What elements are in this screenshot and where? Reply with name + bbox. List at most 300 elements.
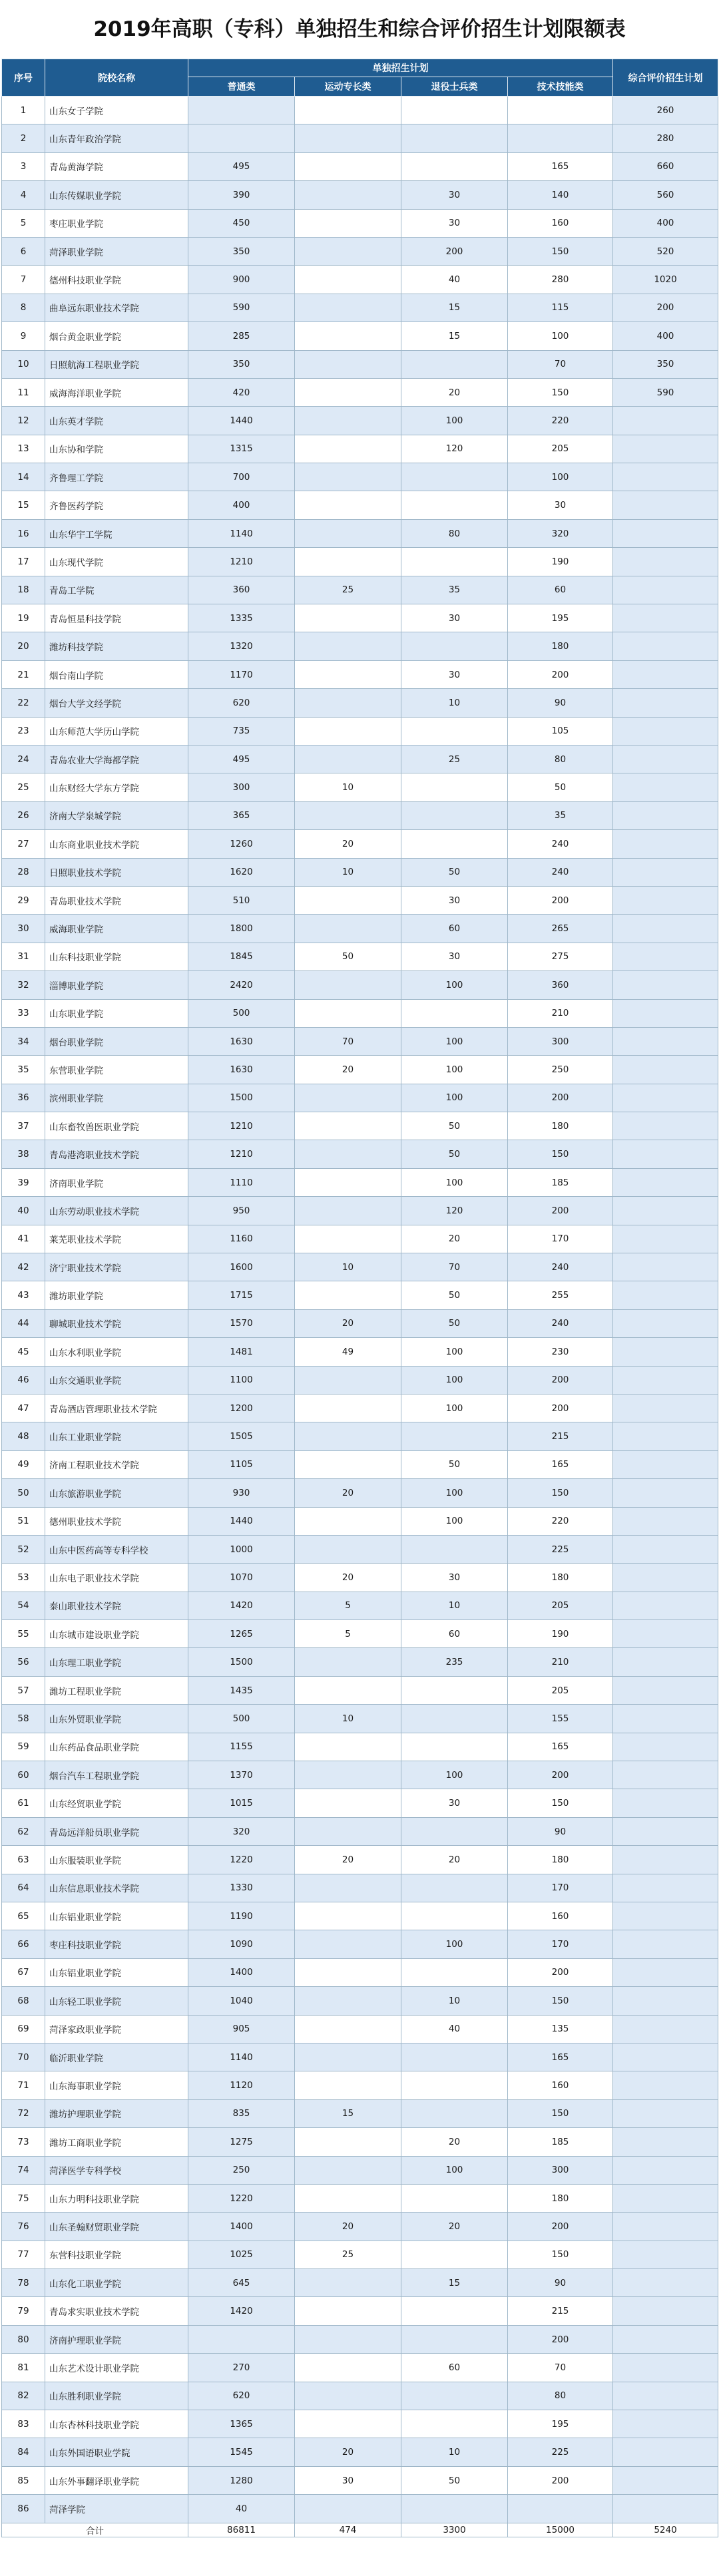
cell-skill: 230 <box>508 1338 613 1366</box>
cell-regular: 1140 <box>188 2043 295 2071</box>
cell-sports <box>295 1789 401 1817</box>
cell-school: 山东水利职业学院 <box>45 1338 188 1366</box>
table-row <box>2 1535 718 1563</box>
cell-sports <box>295 378 401 406</box>
cell-sports: 20 <box>295 2438 401 2466</box>
cell-veteran: 50 <box>401 1140 508 1168</box>
cell-seq: 14 <box>2 463 45 491</box>
cell-seq: 15 <box>2 491 45 519</box>
cell-sports <box>295 152 401 180</box>
cell-sports <box>295 632 401 660</box>
cell-regular: 1365 <box>188 2410 295 2438</box>
cell-veteran <box>401 830 508 858</box>
cell-sports <box>295 604 401 632</box>
table-row <box>2 2071 718 2099</box>
cell-regular: 735 <box>188 717 295 745</box>
table-row <box>2 689 718 717</box>
cell-skill: 70 <box>508 350 613 378</box>
cell-sports <box>295 2297 401 2325</box>
cell-skill: 150 <box>508 2099 613 2127</box>
cell-seq: 70 <box>2 2043 45 2071</box>
table-row <box>2 1338 718 1366</box>
cell-sports <box>295 294 401 322</box>
cell-veteran: 25 <box>401 745 508 773</box>
cell-sports <box>295 801 401 829</box>
cell-comprehensive <box>613 1648 718 1676</box>
cell-regular: 390 <box>188 181 295 209</box>
cell-school: 山东理工职业学院 <box>45 1648 188 1676</box>
cell-veteran <box>401 2382 508 2410</box>
cell-veteran: 100 <box>401 1507 508 1535</box>
cell-school: 济南护理职业学院 <box>45 2325 188 2353</box>
cell-regular: 1200 <box>188 1394 295 1422</box>
cell-seq: 85 <box>2 2466 45 2494</box>
cell-sports <box>295 266 401 294</box>
cell-veteran: 15 <box>401 2269 508 2297</box>
cell-sports <box>295 1987 401 2015</box>
cell-comprehensive <box>613 632 718 660</box>
cell-regular <box>188 124 295 152</box>
cell-comprehensive <box>613 1168 718 1196</box>
cell-comprehensive <box>613 2325 718 2353</box>
cell-school: 东营科技职业学院 <box>45 2241 188 2268</box>
cell-seq: 44 <box>2 1309 45 1337</box>
cell-veteran <box>401 632 508 660</box>
cell-sports <box>295 1281 401 1309</box>
cell-school: 东营职业学院 <box>45 1056 188 1084</box>
cell-regular: 900 <box>188 266 295 294</box>
cell-seq: 16 <box>2 519 45 547</box>
cell-seq: 20 <box>2 632 45 660</box>
cell-skill: 170 <box>508 1225 613 1253</box>
cell-sports <box>295 2410 401 2438</box>
cell-regular: 1265 <box>188 1620 295 1648</box>
cell-regular: 835 <box>188 2099 295 2127</box>
cell-regular: 495 <box>188 152 295 180</box>
table-row <box>2 2128 718 2156</box>
cell-school: 烟台黄金职业学院 <box>45 322 188 350</box>
table-row <box>2 2382 718 2410</box>
cell-skill <box>508 2495 613 2523</box>
table-row <box>2 1140 718 1168</box>
cell-regular: 950 <box>188 1197 295 1225</box>
cell-seq: 67 <box>2 1958 45 1986</box>
cell-veteran <box>401 124 508 152</box>
cell-sports <box>295 1450 401 1478</box>
cell-school: 山东传媒职业学院 <box>45 181 188 209</box>
cell-seq: 1 <box>2 97 45 124</box>
cell-school: 曲阜远东职业技术学院 <box>45 294 188 322</box>
cell-school: 烟台汽车工程职业学院 <box>45 1761 188 1789</box>
table-row <box>2 1253 718 1281</box>
cell-comprehensive <box>613 1112 718 1140</box>
table-row <box>2 858 718 886</box>
cell-school: 山东交通职业学院 <box>45 1366 188 1394</box>
cell-veteran: 50 <box>401 1281 508 1309</box>
cell-sports: 20 <box>295 1479 401 1507</box>
cell-comprehensive <box>613 1084 718 1112</box>
cell-school: 山东外国语职业学院 <box>45 2438 188 2466</box>
cell-comprehensive <box>613 1197 718 1225</box>
cell-sports <box>295 886 401 914</box>
cell-school: 山东电子职业技术学院 <box>45 1564 188 1592</box>
cell-skill: 60 <box>508 576 613 604</box>
table-row <box>2 2015 718 2043</box>
cell-skill: 160 <box>508 2071 613 2099</box>
cell-seq: 48 <box>2 1422 45 1450</box>
cell-skill: 150 <box>508 237 613 265</box>
cell-comprehensive <box>613 1620 718 1648</box>
table-row <box>2 1846 718 1874</box>
cell-skill: 195 <box>508 604 613 632</box>
cell-sports <box>295 1676 401 1704</box>
cell-skill: 150 <box>508 1479 613 1507</box>
cell-seq: 36 <box>2 1084 45 1112</box>
cell-seq: 25 <box>2 773 45 801</box>
cell-skill: 150 <box>508 2241 613 2268</box>
cell-regular: 1220 <box>188 1846 295 1874</box>
table-row <box>2 2269 718 2297</box>
cell-skill: 275 <box>508 943 613 970</box>
cell-school: 滨州职业学院 <box>45 1084 188 1112</box>
cell-skill: 160 <box>508 209 613 237</box>
cell-skill: 220 <box>508 1507 613 1535</box>
cell-comprehensive <box>613 1930 718 1958</box>
cell-veteran: 50 <box>401 1309 508 1337</box>
cell-regular <box>188 2325 295 2353</box>
cell-school: 山东劳动职业技术学院 <box>45 1197 188 1225</box>
cell-regular: 500 <box>188 1705 295 1733</box>
table-row <box>2 943 718 970</box>
cell-skill: 180 <box>508 2184 613 2212</box>
cell-skill: 100 <box>508 322 613 350</box>
cell-seq: 68 <box>2 1987 45 2015</box>
table-row <box>2 378 718 406</box>
cell-skill: 205 <box>508 435 613 463</box>
cell-veteran: 20 <box>401 2128 508 2156</box>
cell-sports <box>295 463 401 491</box>
cell-sports: 20 <box>295 2213 401 2241</box>
cell-seq: 69 <box>2 2015 45 2043</box>
cell-regular: 495 <box>188 745 295 773</box>
table-row <box>2 2043 718 2071</box>
table-row <box>2 548 718 576</box>
cell-seq: 73 <box>2 2128 45 2156</box>
cell-school: 山东商业职业技术学院 <box>45 830 188 858</box>
cell-comprehensive <box>613 1987 718 2015</box>
table-row <box>2 830 718 858</box>
cell-seq: 47 <box>2 1394 45 1422</box>
cell-veteran <box>401 801 508 829</box>
table-row <box>2 463 718 491</box>
cell-veteran: 10 <box>401 689 508 717</box>
cell-regular: 1800 <box>188 915 295 943</box>
cell-comprehensive <box>613 1846 718 1874</box>
table-row <box>2 1197 718 1225</box>
header-veteran: 退役士兵类 <box>401 77 508 97</box>
cell-sports: 10 <box>295 773 401 801</box>
cell-skill: 30 <box>508 491 613 519</box>
table-body <box>2 97 718 2523</box>
cell-veteran <box>401 1733 508 1761</box>
cell-skill: 200 <box>508 2325 613 2353</box>
cell-seq: 18 <box>2 576 45 604</box>
cell-regular: 620 <box>188 2382 295 2410</box>
cell-sports <box>295 97 401 124</box>
cell-school: 山东服装职业学院 <box>45 1846 188 1874</box>
cell-comprehensive: 590 <box>613 378 718 406</box>
cell-sports: 20 <box>295 830 401 858</box>
cell-comprehensive <box>613 2099 718 2127</box>
cell-comprehensive <box>613 1225 718 1253</box>
cell-skill: 50 <box>508 773 613 801</box>
cell-skill: 150 <box>508 1987 613 2015</box>
cell-regular: 40 <box>188 2495 295 2523</box>
cell-veteran: 10 <box>401 1592 508 1619</box>
cell-seq: 65 <box>2 1902 45 1930</box>
cell-veteran: 20 <box>401 378 508 406</box>
cell-seq: 2 <box>2 124 45 152</box>
cell-comprehensive <box>613 2184 718 2212</box>
table-row <box>2 2213 718 2241</box>
table-row <box>2 1789 718 1817</box>
cell-skill: 360 <box>508 971 613 999</box>
cell-skill: 135 <box>508 2015 613 2043</box>
table-row <box>2 2410 718 2438</box>
table-row <box>2 1761 718 1789</box>
cell-veteran <box>401 999 508 1027</box>
cell-skill: 200 <box>508 1084 613 1112</box>
cell-regular: 500 <box>188 999 295 1027</box>
cell-sports <box>295 2325 401 2353</box>
cell-skill: 240 <box>508 830 613 858</box>
cell-school: 菏泽家政职业学院 <box>45 2015 188 2043</box>
table-row <box>2 2156 718 2184</box>
cell-veteran <box>401 2297 508 2325</box>
cell-school: 山东财经大学东方学院 <box>45 773 188 801</box>
cell-school: 山东轻工职业学院 <box>45 1987 188 2015</box>
cell-sports <box>295 1394 401 1422</box>
header-regular: 普通类 <box>188 77 295 97</box>
cell-veteran <box>401 1676 508 1704</box>
cell-veteran <box>401 2410 508 2438</box>
cell-regular: 1400 <box>188 1958 295 1986</box>
cell-veteran: 20 <box>401 1225 508 1253</box>
cell-seq: 57 <box>2 1676 45 1704</box>
cell-seq: 61 <box>2 1789 45 1817</box>
cell-seq: 58 <box>2 1705 45 1733</box>
cell-veteran: 100 <box>401 1084 508 1112</box>
cell-regular: 365 <box>188 801 295 829</box>
cell-sports <box>295 2495 401 2523</box>
cell-comprehensive <box>613 2071 718 2099</box>
cell-comprehensive <box>613 2156 718 2184</box>
cell-seq: 52 <box>2 1535 45 1563</box>
cell-comprehensive <box>613 1902 718 1930</box>
cell-veteran: 120 <box>401 435 508 463</box>
table-row <box>2 1225 718 1253</box>
table-row <box>2 745 718 773</box>
cell-seq: 29 <box>2 886 45 914</box>
table-row <box>2 2325 718 2353</box>
cell-school: 山东经贸职业学院 <box>45 1789 188 1817</box>
cell-skill: 170 <box>508 1930 613 1958</box>
cell-regular <box>188 97 295 124</box>
cell-seq: 55 <box>2 1620 45 1648</box>
cell-skill <box>508 97 613 124</box>
cell-veteran: 30 <box>401 181 508 209</box>
cell-skill: 300 <box>508 2156 613 2184</box>
table-row <box>2 97 718 124</box>
cell-comprehensive <box>613 1705 718 1733</box>
cell-regular: 1105 <box>188 1450 295 1478</box>
table-row <box>2 886 718 914</box>
cell-veteran: 30 <box>401 604 508 632</box>
cell-regular: 1100 <box>188 1366 295 1394</box>
cell-school: 淄博职业学院 <box>45 971 188 999</box>
cell-school: 齐鲁理工学院 <box>45 463 188 491</box>
cell-skill: 240 <box>508 1309 613 1337</box>
cell-veteran: 30 <box>401 1564 508 1592</box>
cell-veteran <box>401 2071 508 2099</box>
cell-veteran: 10 <box>401 2438 508 2466</box>
cell-regular: 1630 <box>188 1027 295 1055</box>
cell-comprehensive <box>613 689 718 717</box>
cell-veteran: 60 <box>401 1620 508 1648</box>
total-comprehensive: 5240 <box>613 2523 718 2537</box>
cell-seq: 6 <box>2 237 45 265</box>
cell-veteran <box>401 773 508 801</box>
cell-veteran: 10 <box>401 1987 508 2015</box>
cell-comprehensive: 520 <box>613 237 718 265</box>
cell-sports: 20 <box>295 1056 401 1084</box>
cell-regular: 1155 <box>188 1733 295 1761</box>
cell-skill: 265 <box>508 915 613 943</box>
table-row <box>2 717 718 745</box>
cell-skill: 165 <box>508 1733 613 1761</box>
cell-comprehensive <box>613 604 718 632</box>
cell-comprehensive <box>613 2297 718 2325</box>
cell-regular: 400 <box>188 491 295 519</box>
cell-sports <box>295 1422 401 1450</box>
cell-comprehensive: 350 <box>613 350 718 378</box>
cell-regular: 1275 <box>188 2128 295 2156</box>
cell-seq: 31 <box>2 943 45 970</box>
cell-regular: 1330 <box>188 1874 295 1902</box>
cell-veteran <box>401 350 508 378</box>
cell-skill: 200 <box>508 1197 613 1225</box>
cell-school: 山东华宇工学院 <box>45 519 188 547</box>
cell-comprehensive <box>613 2410 718 2438</box>
cell-skill: 165 <box>508 2043 613 2071</box>
cell-school: 聊城职业技术学院 <box>45 1309 188 1337</box>
cell-skill: 180 <box>508 632 613 660</box>
cell-comprehensive <box>613 1140 718 1168</box>
total-row <box>2 2523 718 2537</box>
cell-regular: 1505 <box>188 1422 295 1450</box>
cell-seq: 9 <box>2 322 45 350</box>
cell-comprehensive <box>613 2213 718 2241</box>
cell-seq: 78 <box>2 2269 45 2297</box>
cell-comprehensive: 660 <box>613 152 718 180</box>
header-skill: 技术技能类 <box>508 77 613 97</box>
cell-skill: 225 <box>508 2438 613 2466</box>
cell-skill: 200 <box>508 1394 613 1422</box>
cell-comprehensive: 1020 <box>613 266 718 294</box>
cell-comprehensive <box>613 830 718 858</box>
cell-regular: 905 <box>188 2015 295 2043</box>
cell-skill <box>508 124 613 152</box>
cell-seq: 45 <box>2 1338 45 1366</box>
cell-veteran <box>401 2184 508 2212</box>
cell-veteran: 50 <box>401 1450 508 1478</box>
cell-sports <box>295 689 401 717</box>
cell-school: 烟台职业学院 <box>45 1027 188 1055</box>
cell-regular: 1440 <box>188 407 295 435</box>
cell-regular: 1280 <box>188 2466 295 2494</box>
cell-seq: 71 <box>2 2071 45 2099</box>
cell-school: 山东旅游职业学院 <box>45 1479 188 1507</box>
cell-sports <box>295 181 401 209</box>
cell-comprehensive <box>613 1366 718 1394</box>
cell-seq: 19 <box>2 604 45 632</box>
cell-sports: 70 <box>295 1027 401 1055</box>
cell-seq: 75 <box>2 2184 45 2212</box>
cell-seq: 74 <box>2 2156 45 2184</box>
cell-sports: 25 <box>295 576 401 604</box>
cell-skill: 105 <box>508 717 613 745</box>
cell-sports: 10 <box>295 1253 401 1281</box>
cell-skill: 320 <box>508 519 613 547</box>
cell-veteran: 100 <box>401 1761 508 1789</box>
cell-sports <box>295 322 401 350</box>
cell-regular: 1070 <box>188 1564 295 1592</box>
cell-regular: 620 <box>188 689 295 717</box>
cell-seq: 4 <box>2 181 45 209</box>
table-row <box>2 1507 718 1535</box>
cell-comprehensive <box>613 1253 718 1281</box>
cell-regular: 1025 <box>188 2241 295 2268</box>
table-row <box>2 971 718 999</box>
cell-seq: 3 <box>2 152 45 180</box>
cell-veteran: 50 <box>401 858 508 886</box>
cell-comprehensive <box>613 435 718 463</box>
cell-seq: 72 <box>2 2099 45 2127</box>
cell-school: 山东现代学院 <box>45 548 188 576</box>
cell-sports <box>295 435 401 463</box>
cell-skill: 215 <box>508 2297 613 2325</box>
cell-regular: 1120 <box>188 2071 295 2099</box>
cell-seq: 80 <box>2 2325 45 2353</box>
cell-regular: 1000 <box>188 1535 295 1563</box>
cell-sports <box>295 745 401 773</box>
cell-skill: 200 <box>508 886 613 914</box>
cell-school: 山东艺术设计职业学院 <box>45 2354 188 2382</box>
cell-school: 济南大学泉城学院 <box>45 801 188 829</box>
cell-seq: 79 <box>2 2297 45 2325</box>
cell-regular: 285 <box>188 322 295 350</box>
cell-school: 山东城市建设职业学院 <box>45 1620 188 1648</box>
cell-school: 青岛求实职业技术学院 <box>45 2297 188 2325</box>
cell-regular: 1715 <box>188 1281 295 1309</box>
cell-skill: 300 <box>508 1027 613 1055</box>
cell-skill: 205 <box>508 1676 613 1704</box>
cell-seq: 40 <box>2 1197 45 1225</box>
table-row <box>2 1479 718 1507</box>
cell-sports: 10 <box>295 858 401 886</box>
cell-regular: 1630 <box>188 1056 295 1084</box>
cell-veteran: 100 <box>401 1930 508 1958</box>
